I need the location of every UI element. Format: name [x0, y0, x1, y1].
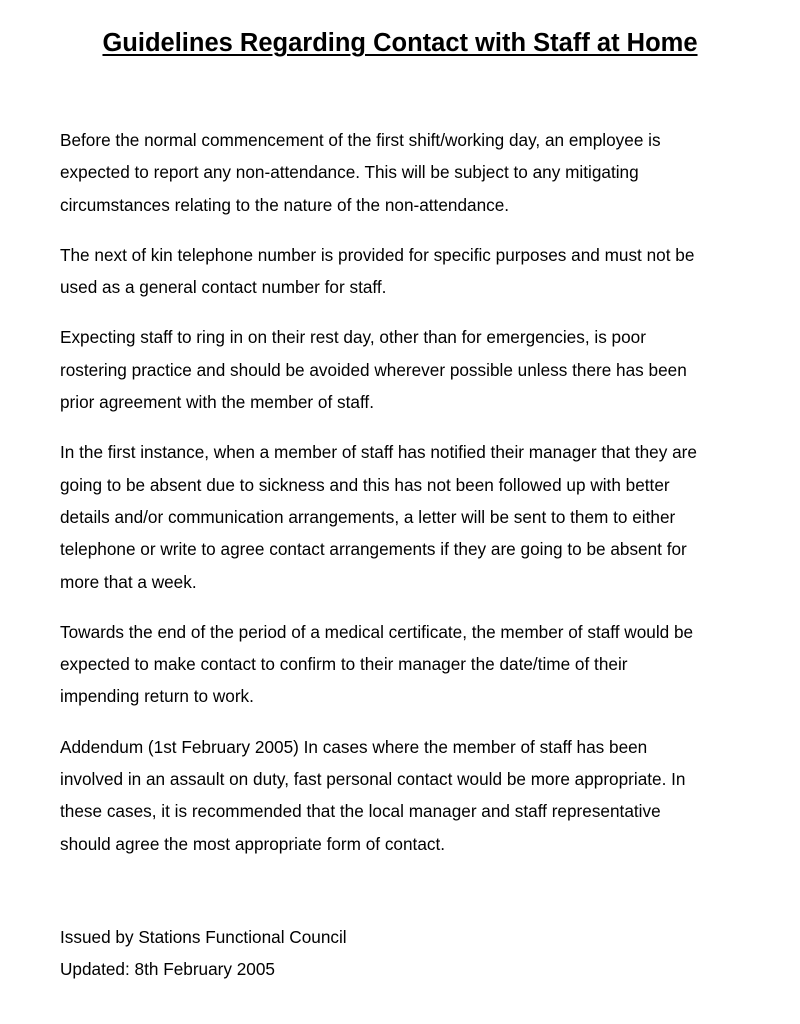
text-line: The next of kin telephone number is provided for specific purposes and must not be: [60, 244, 695, 265]
paragraph-reporting-non-attendance: [60, 124, 760, 221]
text-line: Addendum (1st February 2005) In cases where the member of staff has been: [60, 736, 648, 757]
text-line: telephone or write to agree contact arrangements if they are going to be absent for: [60, 539, 687, 560]
paragraph-next-of-kin: [60, 239, 760, 304]
document-title: Guidelines Regarding Contact with Staff at Home: [102, 29, 698, 57]
paragraph-sickness-absence: [60, 436, 760, 597]
paragraph-addendum: [60, 731, 760, 860]
paragraph-rest-day: [60, 321, 760, 418]
updated-date: Updated: 8th February 2005: [60, 959, 275, 979]
text-line: rostering practice and should be avoided wherever possible unless there has been: [60, 359, 687, 380]
text-line: Expecting staff to ring in on their rest day, other than for emergencies, is poor: [60, 327, 646, 348]
text-line: going to be absent due to sickness and this has not been followed up with better: [60, 474, 670, 495]
text-line: In the first instance, when a member of staff has notified their manager that they are: [60, 442, 697, 463]
text-line: impending return to work.: [60, 686, 254, 707]
document-footer: [60, 921, 760, 985]
text-line: Towards the end of the period of a medical certificate, the member of staff would be: [60, 621, 694, 642]
issued-by: Issued by Stations Functional Council: [60, 927, 347, 947]
text-line: should agree the most appropriate form of contact.: [60, 833, 446, 854]
text-line: these cases, it is recommended that the local manager and staff representative: [60, 801, 661, 822]
text-line: used as a general contact number for staff.: [60, 277, 387, 298]
text-line: expected to make contact to confirm to their manager the date/time of their: [60, 654, 628, 675]
text-line: circumstances relating to the nature of the non-attendance.: [60, 194, 510, 215]
text-line: Before the normal commencement of the first shift/working day, an employee is: [60, 130, 661, 150]
text-line: involved in an assault on duty, fast personal contact would be more appropriate. In: [60, 769, 686, 790]
document-body: [60, 124, 760, 878]
paragraph-medical-certificate: [60, 616, 760, 713]
text-line: details and/or communication arrangements, a letter will be sent to them to either: [60, 506, 676, 527]
text-line: prior agreement with the member of staff.: [60, 392, 374, 413]
text-line: more that a week.: [60, 571, 197, 592]
text-line: expected to report any non-attendance. This will be subject to any mitigating: [60, 162, 639, 183]
